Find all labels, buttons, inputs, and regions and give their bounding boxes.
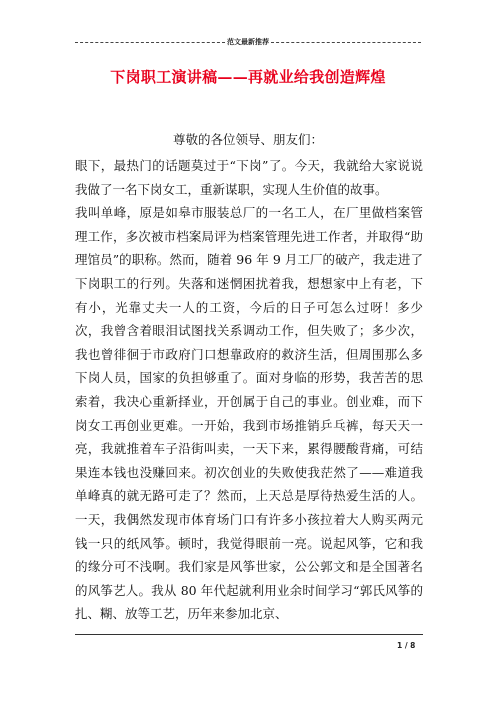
page-header — [75, 36, 421, 48]
document-title: 下岗职工演讲稿——再就业给我创造辉煌 — [110, 68, 386, 86]
paragraph-1: 眼下，最热门的话题莫过于“下岗”了。今天，我就给大家说说我做了一名下岗女工，重新谋职，实现人生价值的故事。 — [75, 158, 423, 197]
header-rule-right — [271, 42, 421, 43]
document-body — [75, 154, 423, 626]
header-label: 范文最新推荐 — [227, 38, 269, 46]
footer-rule — [75, 634, 423, 635]
header-rule-left — [75, 42, 225, 43]
paragraph-2: 我叫单峰，原是如皋市服装总厂的一名工人，在厂里做档案管理工作，多次被市档案局评为档案管理先进工作者，并取得“助理馆员”的职称。然而，随着 96 年 9 月工厂的破产，我走进了下岗职工的行列。失落和迷惘困扰着我，想想家中上有老，下有小，光靠丈夫一人的工资，今后的日子可怎么过呀！多少次，我曾含着眼泪试图找关系调动工作，但失败了；多少次，我也曾徘徊于市政府门口想靠政府的救济生活，但周围那么多下岗人员，国家的负担够重了。面对身临的形势，我苦苦的思索着，我决心重新择业，开创属于自己的事业。创业难，而下岗女工再创业更难。一开始，我到市场推销乒乓裤，每天天一亮，我就推着车子沿街叫卖，一天下来，累得腰酸背痛，可结果连本钱也没赚回来。初次创业的失败使我茫然了——难道我单峰真的就无路可走了？然而，上天总是厚待热爱生活的人。一天，我偶然发现市体育场门口有许多小孩拉着大人购买两元钱一只的纸风筝。顿时，我觉得眼前一亮。说起风筝，它和我的缘分可不浅啊。我们家是风筝世家，公公郭文和是全国著名的风筝艺人。我从 80 年代起就利用业余时间学习“郭氏风筝的扎、糊、放等工艺，历年来参加北京、 — [75, 205, 423, 622]
page-number: 1 / 8 — [397, 641, 416, 650]
salutation: 尊敬的各位领导、朋友们： — [172, 132, 323, 147]
